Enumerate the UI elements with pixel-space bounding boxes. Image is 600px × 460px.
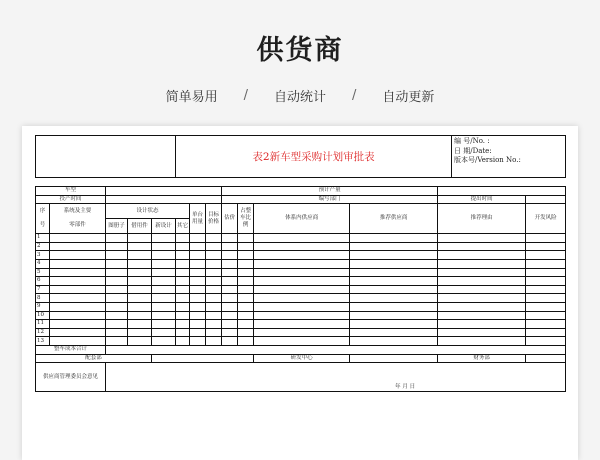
table-cell [106,337,128,346]
table-cell [176,311,190,320]
table-cell [254,268,350,277]
table-cell [238,242,254,251]
row-number: 11 [36,320,50,329]
table-row [36,294,566,303]
table-cell [206,337,222,346]
table-cell [106,285,128,294]
tag-auto-stats: 自动统计 [273,90,326,105]
row-number: 5 [36,268,50,277]
table-cell [152,320,176,329]
separator: / [352,88,357,103]
table-cell [176,328,190,337]
table-cell [50,328,106,337]
part-label-2: 零部件 [69,222,86,229]
table-cell [190,251,206,260]
table-cell [254,234,350,243]
doc-meta [452,136,566,178]
table-cell [106,251,128,260]
table-cell [526,311,566,320]
table-cell [254,311,350,320]
dept-finance: 财务部 [438,354,526,363]
table-cell [206,294,222,303]
table-cell [106,311,128,320]
date-line: 年 月 日 [395,384,416,391]
table-row [36,259,566,268]
table-cell [50,251,106,260]
col-recommend: 推荐供应商 [350,204,438,234]
committee-opinion [106,363,566,392]
table-cell [254,277,350,286]
table-cell [106,320,128,329]
table-cell [438,302,526,311]
table-cell [222,294,238,303]
table-cell [350,285,438,294]
table-cell [152,277,176,286]
table-row [36,311,566,320]
table-cell [350,268,438,277]
row-number: 10 [36,311,50,320]
table-cell [176,259,190,268]
table-cell [238,328,254,337]
table-cell [152,251,176,260]
table-cell [526,242,566,251]
table-cell [206,328,222,337]
table-cell [152,337,176,346]
table-cell [152,259,176,268]
table-cell [438,337,526,346]
table-cell [238,294,254,303]
table-cell [128,251,152,260]
table-cell [526,294,566,303]
table-cell [152,328,176,337]
table-cell [238,311,254,320]
table-cell [350,251,438,260]
table-cell [190,311,206,320]
col-sub-other: 其它 [176,219,190,234]
table-cell [438,285,526,294]
table-cell [222,311,238,320]
table-cell [152,294,176,303]
table-cell [238,337,254,346]
table-cell [152,242,176,251]
table-cell [190,259,206,268]
table-cell [238,234,254,243]
table-cell [176,294,190,303]
table-cell [254,302,350,311]
table-cell [526,285,566,294]
table-cell [238,320,254,329]
table-cell [106,277,128,286]
table-cell [106,259,128,268]
table-cell [438,294,526,303]
col-sub-new: 新设计 [152,219,176,234]
total-value [106,345,566,354]
table-cell [526,302,566,311]
table-cell [176,337,190,346]
table-cell [176,320,190,329]
table-cell [50,337,106,346]
table-cell [238,268,254,277]
table-cell [438,328,526,337]
table-cell [350,259,438,268]
table-cell [438,277,526,286]
table-cell [350,277,438,286]
table-cell [106,302,128,311]
table-cell [106,328,128,337]
table-cell [350,294,438,303]
table-row [36,251,566,260]
table-cell [222,268,238,277]
table-cell [128,268,152,277]
row-number: 4 [36,259,50,268]
table-cell [222,337,238,346]
table-cell [128,242,152,251]
table-cell [50,259,106,268]
table-cell [222,234,238,243]
table-cell [190,277,206,286]
table-cell [206,320,222,329]
table-cell [152,268,176,277]
table-cell [254,285,350,294]
table-cell [350,328,438,337]
value-output [438,187,566,196]
table-cell [50,268,106,277]
part-label: 系统及主要 [63,208,92,215]
table-cell [152,285,176,294]
table-cell [206,277,222,286]
table-cell [438,234,526,243]
table-row [36,285,566,294]
table-cell [106,234,128,243]
dept-rd: 研发中心 [254,354,350,363]
table-cell [438,320,526,329]
table-cell [128,320,152,329]
table-cell [526,277,566,286]
table-cell [254,328,350,337]
label-submit: 提出时间 [438,195,526,204]
document-sheet [22,126,578,460]
header-blank [36,136,176,178]
table-cell [206,251,222,260]
meta-version: 版本号/Version No.: [454,156,521,164]
table-cell [438,268,526,277]
table-cell [238,251,254,260]
table-cell [106,294,128,303]
sign-finance [526,354,566,363]
table-row [36,234,566,243]
row-number: 1 [36,234,50,243]
table-cell [350,302,438,311]
table-cell [222,251,238,260]
table-cell [526,328,566,337]
table-cell [190,268,206,277]
table-cell [350,234,438,243]
label-dept: 编写部门 [222,195,438,204]
separator: / [243,88,248,103]
table-cell [176,234,190,243]
table-cell [350,320,438,329]
dept-purchasing: 配套部 [36,354,152,363]
table-cell [190,302,206,311]
doc-title: 表2新车型采购计划审批表 [176,136,452,178]
table-cell [238,259,254,268]
col-ratio: 占整车比例 [238,204,254,234]
table-cell [50,320,106,329]
col-risk: 开发风险 [526,204,566,234]
table-row [36,337,566,346]
col-internal: 体系内供应商 [254,204,350,234]
table-cell [190,242,206,251]
col-target-price: 目标价格 [206,204,222,234]
table-cell [350,242,438,251]
table-cell [254,251,350,260]
table-cell [238,277,254,286]
table-cell [438,259,526,268]
table-cell [176,242,190,251]
table-cell [106,242,128,251]
table-cell [190,234,206,243]
table-cell [254,259,350,268]
table-cell [128,302,152,311]
col-reason: 推荐理由 [438,204,526,234]
table-cell [526,259,566,268]
committee-label: 供应商管理委员会意见 [36,363,106,392]
col-estimate: 估价 [222,204,238,234]
table-cell [238,285,254,294]
table-cell [128,337,152,346]
value-submit [526,195,566,204]
col-part [50,204,106,234]
sign-rd [350,354,438,363]
table-cell [206,285,222,294]
table-cell [526,251,566,260]
table-row [36,302,566,311]
table-cell [50,285,106,294]
table-cell [128,294,152,303]
table-cell [190,285,206,294]
table-cell [254,320,350,329]
label-launch: 投产时间 [36,195,106,204]
table-cell [206,311,222,320]
row-number: 2 [36,242,50,251]
row-number: 6 [36,277,50,286]
table-cell [128,311,152,320]
table-cell [526,320,566,329]
table-cell [50,311,106,320]
table-cell [152,302,176,311]
table-cell [222,302,238,311]
table-cell [50,234,106,243]
table-cell [254,242,350,251]
seq-label-2: 号 [39,222,46,229]
row-number: 13 [36,337,50,346]
table-cell [206,242,222,251]
table-cell [222,328,238,337]
page-title: 供货商 [256,35,344,66]
table-cell [206,302,222,311]
table-cell [438,311,526,320]
table-cell [350,337,438,346]
table-cell [176,302,190,311]
table-cell [50,277,106,286]
row-number: 12 [36,328,50,337]
row-number: 9 [36,302,50,311]
meta-date: 日 期/Date: [454,146,492,155]
col-seq [36,204,50,234]
table-cell [238,302,254,311]
table-cell [176,285,190,294]
table-cell [128,328,152,337]
table-cell [190,294,206,303]
table-row [36,242,566,251]
row-number: 3 [36,251,50,260]
table-row [36,277,566,286]
table-row [36,320,566,329]
plan-table [35,186,566,392]
table-cell [526,234,566,243]
table-cell [526,268,566,277]
feature-tags [0,86,600,105]
table-cell [526,337,566,346]
seq-label: 序 [39,208,46,215]
table-cell [206,259,222,268]
label-output: 预计产量 [222,187,438,196]
total-label: 整车成本合计 [36,345,106,354]
table-cell [350,311,438,320]
meta-no: 编 号/No. : [454,137,490,145]
table-cell [190,328,206,337]
table-cell [152,311,176,320]
table-row [36,268,566,277]
table-cell [128,277,152,286]
table-cell [128,285,152,294]
table-cell [222,320,238,329]
tag-easy: 简单易用 [165,90,218,105]
col-design-status: 设计状态 [106,204,190,219]
table-cell [222,259,238,268]
table-cell [222,277,238,286]
tag-auto-update: 自动更新 [382,90,435,105]
col-sub-borrowed: 借用件 [128,219,152,234]
table-cell [50,302,106,311]
table-cell [106,268,128,277]
col-unit-usage: 单台用量 [190,204,206,234]
table-cell [176,251,190,260]
table-cell [206,234,222,243]
table-cell [152,234,176,243]
table-cell [206,268,222,277]
table-cell [128,234,152,243]
table-cell [254,294,350,303]
row-number: 7 [36,285,50,294]
row-number: 8 [36,294,50,303]
value-model [106,187,222,196]
table-row [36,328,566,337]
value-launch [106,195,222,204]
table-cell [176,277,190,286]
table-cell [222,242,238,251]
table-cell [190,337,206,346]
doc-header [35,135,566,178]
table-cell [438,242,526,251]
table-cell [128,259,152,268]
table-body [36,234,566,346]
table-cell [222,285,238,294]
table-cell [50,242,106,251]
table-cell [176,268,190,277]
table-cell [50,294,106,303]
table-cell [438,251,526,260]
label-model: 车型 [36,187,106,196]
sign-purchasing [152,354,254,363]
table-cell [254,337,350,346]
col-sub-drawing: 图册子 [106,219,128,234]
table-cell [190,320,206,329]
